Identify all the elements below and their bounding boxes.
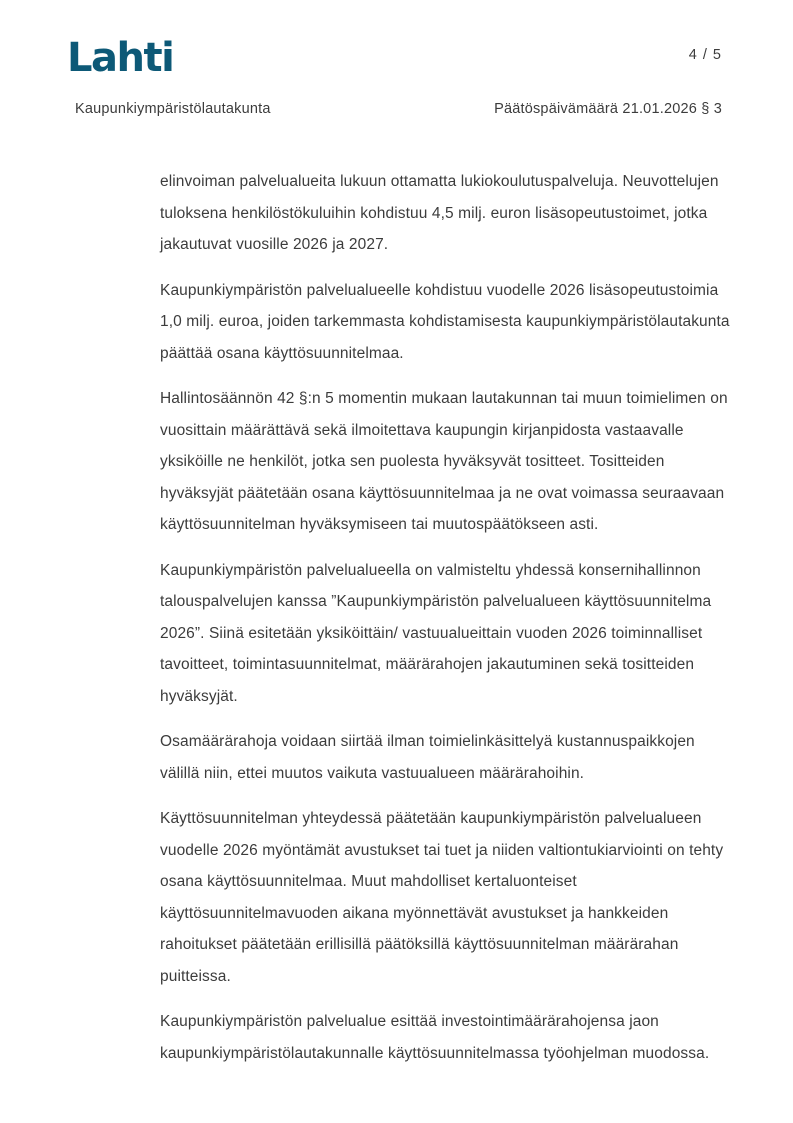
lahti-logo: Lahti — [67, 35, 174, 81]
document-body — [160, 166, 730, 1083]
paragraph: Osamäärärahoja voidaan siirtää ilman toimielinkäsittelyä kustannuspaikkojen välillä niin, ettei muutos vaikuta vastuualueen määrärahoihin. — [160, 733, 695, 782]
document-meta-row — [75, 101, 722, 117]
committee-name: Kaupunkiympäristölautakunta — [75, 101, 271, 117]
decision-date: Päätöspäivämäärä 21.01.2026 § 3 — [494, 101, 722, 117]
paragraph: Käyttösuunnitelman yhteydessä päätetään kaupunkiympäristön palvelualueen vuodelle 2026 myöntämät avustukset tai tuet ja niiden valtiontukiarviointi on tehty osana käyttösuunnitelmaa. Muut mahdolliset kertaluonteiset käyttösuunnitelmavuoden aikana myönnettävät avustukset ja hankkeiden rahoitukset päätetään erillisillä päätöksillä käyttösuunnitelman määrärahan puitteissa. — [160, 810, 724, 985]
paragraph: Kaupunkiympäristön palvelualueelle kohdistuu vuodelle 2026 lisäsopeutustoimia 1,0 milj. euroa, joiden tarkemmasta kohdistamisesta kaupunkiympäristölautakunta päättää osana käyttösuunnitelmaa. — [160, 281, 730, 362]
page-number: 4 / 5 — [688, 47, 722, 63]
paragraph: Hallintosäännön 42 §:n 5 momentin mukaan lautakunnan tai muun toimielimen on vuosittain määrättävä sekä ilmoitettava kaupungin kirjanpidosta vastaavalle yksiköille ne henkilöt, jotka sen puolesta hyväksyvät tositteet. Tositteiden hyväksyjät päätetään osana käyttösuunnitelmaa ja ne ovat voimassa seuraavaan käyttösuunnitelman hyväksymiseen tai muutospäätökseen asti. — [160, 390, 728, 533]
paragraph: Kaupunkiympäristön palvelualueella on valmisteltu yhdessä konsernihallinnon talouspalvelujen kanssa ”Kaupunkiympäristön palvelualueen käyttösuunnitelma 2026”. Siinä esitetään yksiköittäin/ vastuualueittain vuoden 2026 toiminnalliset tavoitteet, toimintasuunnitelmat, määrärahojen jakautuminen sekä tositteiden hyväksyjät. — [160, 561, 712, 705]
paragraph: Kaupunkiympäristön palvelualue esittää investointimäärärahojensa jaon kaupunkiympäristölautakunnalle käyttösuunnitelmassa työohjelman muodossa. — [160, 1013, 710, 1062]
paragraph: elinvoiman palvelualueita lukuun ottamatta lukiokoulutuspalveluja. Neuvottelujen tuloksena henkilöstökuluihin kohdistuu 4,5 milj. euron lisäsopeutustoimet, jotka jakautuvat vuosille 2026 ja 2027. — [160, 173, 719, 253]
